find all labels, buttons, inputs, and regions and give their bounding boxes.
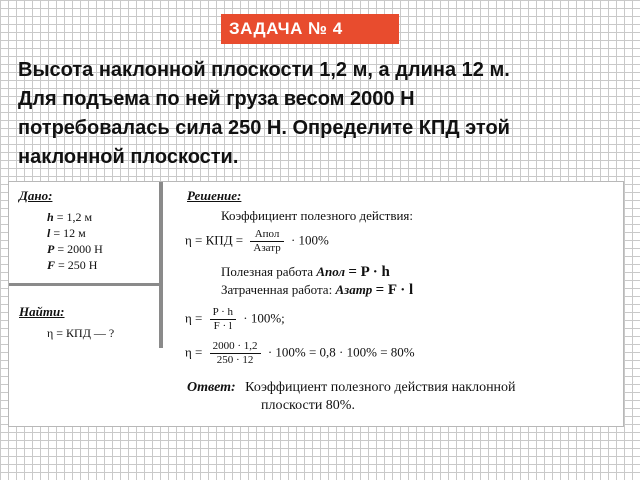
given-heading: Дано: bbox=[19, 188, 53, 203]
problem-line: наклонной плоскости. bbox=[18, 146, 239, 168]
answer-line-continued: плоскости 80%. bbox=[261, 398, 355, 413]
given-divider-horizontal bbox=[9, 283, 163, 286]
problem-line: Для подъема по ней груза весом 2000 Н bbox=[18, 88, 415, 110]
solution-heading: Решение: bbox=[187, 188, 242, 203]
problem-line: потребовалась сила 250 Н. Определите КПД этой bbox=[18, 117, 510, 139]
given-item-weight: P = 2000 Н bbox=[47, 242, 103, 256]
given-item-height: h = 1,2 м bbox=[47, 210, 93, 224]
problem-line: Высота наклонной плоскости 1,2 м, а длина 12 м. bbox=[18, 59, 510, 81]
problem-statement bbox=[18, 56, 618, 172]
efficiency-label: Коэффициент полезного действия: bbox=[221, 208, 414, 223]
formula-efficiency-expanded: η = $\frac{P \cdot h}{F \cdot l}$ · 100%; bbox=[185, 306, 285, 332]
task-number-badge: ЗАДАЧА № 4 bbox=[221, 14, 399, 44]
useful-work-line: Полезная работа Aпол = P · h bbox=[221, 264, 390, 280]
find-item: η = КПД — ? bbox=[47, 326, 115, 340]
formula-efficiency-numeric: η = $\frac{2000 \cdot 1,2}{250 \cdot 12}$ · 100% = 0,8 · 100% = 80% bbox=[185, 340, 415, 366]
answer-line: Ответ: Коэффициент полезного действия наклонной bbox=[187, 380, 516, 395]
given-item-force: F = 250 Н bbox=[47, 258, 98, 272]
find-heading: Найти: bbox=[19, 304, 65, 319]
solution-panel bbox=[8, 181, 624, 427]
spent-work-line: Затраченная работа: Aзатр = F · l bbox=[221, 282, 414, 298]
formula-efficiency: η = КПД = $\frac{\text{Aпол}}{\text{Aзатр}}$ · 100% bbox=[185, 228, 329, 254]
given-divider-vertical bbox=[159, 182, 163, 348]
given-item-length: l = 12 м bbox=[47, 226, 86, 240]
